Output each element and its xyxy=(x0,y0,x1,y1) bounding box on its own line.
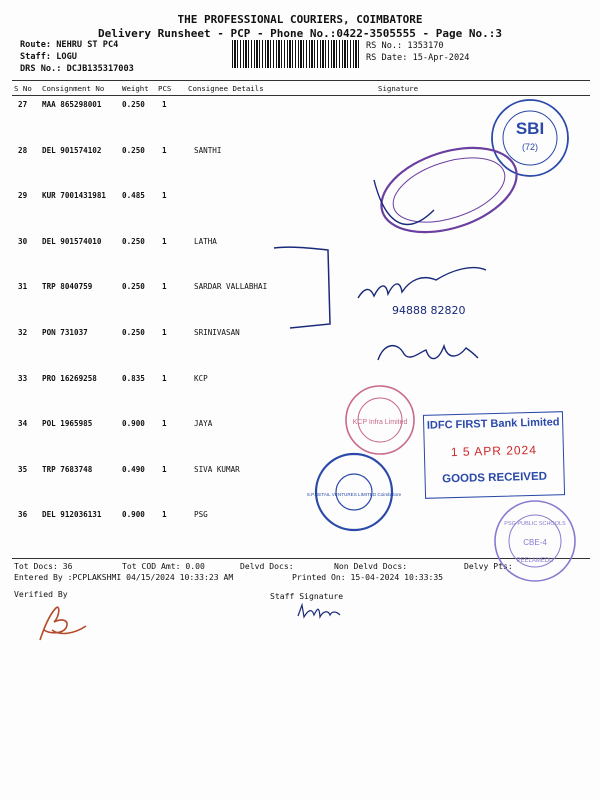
row-sno: 36 xyxy=(18,510,28,520)
header-rule-top xyxy=(12,80,590,81)
col-header-consignment: Consignment No xyxy=(42,84,105,93)
row-consignee-name: KCP xyxy=(194,373,208,383)
row-consignment-no: POL 1965985 xyxy=(42,419,93,429)
sp-retail-stamp xyxy=(306,450,402,534)
kcp-stamp xyxy=(340,380,420,460)
psg-stamp-code: CBE-4 xyxy=(523,538,547,547)
delivery-points: Delvy Pts: xyxy=(464,561,513,571)
row-sno: 34 xyxy=(18,419,28,429)
verified-by-label: Verified By xyxy=(14,589,68,599)
printed-on: Printed On: 15-04-2024 10:33:35 xyxy=(292,572,444,582)
row-consignment-no: DEL 901574010 xyxy=(42,236,102,246)
row-consignee-name: PSG xyxy=(194,510,208,520)
runsheet-subtitle: Delivery Runsheet - PCP - Phone No.:0422-3505555 - Page No.:3 xyxy=(98,27,502,40)
row-consignee-name: SRINIVASAN xyxy=(194,328,240,337)
row-sno: 29 xyxy=(18,191,28,201)
row-consignment-no: DEL 901574102 xyxy=(42,145,102,155)
verified-signature xyxy=(30,600,100,644)
row-sno: 35 xyxy=(18,464,28,474)
psg-stamp-text: PSG PUBLIC SCHOOLS xyxy=(504,521,566,527)
signature-row-30 xyxy=(270,240,340,330)
bank-stamp-date: 1 5 APR 2024 xyxy=(450,442,538,460)
staff-signature-label: Staff Signature xyxy=(270,591,344,601)
row-sno: 27 xyxy=(18,100,28,109)
signature-row-32 xyxy=(374,332,484,372)
row-weight: 0.835 xyxy=(122,373,145,383)
col-header-sno: S No xyxy=(14,84,32,93)
row-weight: 0.250 xyxy=(122,145,145,155)
row-consignment-no: MAA 865298001 xyxy=(42,100,102,109)
row-sno: 33 xyxy=(18,373,28,383)
table-row xyxy=(0,374,600,394)
col-header-signature: Signature xyxy=(378,84,419,93)
row-pcs: 1 xyxy=(162,282,167,292)
row-weight: 0.485 xyxy=(122,191,145,201)
row-consignment-no: PRO 16269258 xyxy=(42,373,97,383)
row-pcs: 1 xyxy=(162,145,167,155)
table-row xyxy=(0,328,600,348)
non-delivered-docs: Non Delvd Docs: xyxy=(334,561,408,571)
row-sno: 32 xyxy=(18,328,28,337)
bank-stamp xyxy=(423,411,565,499)
row-consignee-name: SIVA KUMAR xyxy=(194,464,240,474)
row-weight: 0.250 xyxy=(122,236,145,246)
row-pcs: 1 xyxy=(162,510,167,520)
row-sno: 28 xyxy=(18,145,28,155)
delivered-docs: Delvd Docs: xyxy=(240,561,294,571)
bank-stamp-goods: GOODS RECEIVED xyxy=(442,470,548,486)
row-sno: 31 xyxy=(18,282,28,292)
consignee-stamp-oval xyxy=(374,140,524,240)
sbi-logo-text: SBI xyxy=(515,119,545,138)
psg-school-stamp xyxy=(492,498,578,584)
total-docs: Tot Docs: 36 xyxy=(14,561,73,571)
row-weight: 0.900 xyxy=(122,510,145,520)
sp-retail-text: S.P.RETAIL VENTURES LIMITED Coimbatore xyxy=(306,492,402,497)
staff-signature xyxy=(296,602,346,622)
company-title: THE PROFESSIONAL COURIERS, COIMBATORE xyxy=(177,13,423,26)
row-consignee-name: LATHA xyxy=(194,236,217,246)
signature-row-31 xyxy=(352,258,502,318)
row-pcs: 1 xyxy=(162,191,167,201)
row-consignee-name: SARDAR VALLABHAI xyxy=(194,282,268,292)
row-pcs: 1 xyxy=(162,328,167,337)
row-weight: 0.490 xyxy=(122,464,145,474)
barcode xyxy=(232,40,360,68)
row-consignment-no: DEL 912036131 xyxy=(42,510,102,520)
bank-stamp-name: IDFC FIRST Bank Limited xyxy=(426,416,560,432)
entered-by: Entered By :PCPLAKSHMI 04/15/2024 10:33:23 AM xyxy=(14,572,234,582)
col-header-pcs: PCS xyxy=(158,84,172,93)
col-header-consignee: Consignee Details xyxy=(188,84,264,93)
row-consignment-no: TRP 8040759 xyxy=(42,282,93,292)
row-pcs: 1 xyxy=(162,100,167,109)
route-label: Route: NEHRU ST PC4 xyxy=(20,40,119,50)
psg-stamp-place: PEELAMEDU xyxy=(516,558,554,564)
row-pcs: 1 xyxy=(162,373,167,383)
row-consignee-name: JAYA xyxy=(194,419,213,429)
handwritten-phone: 94888 82820 xyxy=(392,304,466,317)
row-pcs: 1 xyxy=(162,464,167,474)
row-weight: 0.250 xyxy=(122,100,145,109)
row-weight: 0.250 xyxy=(122,328,145,337)
row-pcs: 1 xyxy=(162,419,167,429)
row-weight: 0.250 xyxy=(122,282,145,292)
row-pcs: 1 xyxy=(162,236,167,246)
row-consignment-no: PON 731037 xyxy=(42,328,88,337)
rs-date: RS Date: 15-Apr-2024 xyxy=(366,53,470,63)
total-cod-amount: Tot COD Amt: 0.00 xyxy=(122,561,205,571)
sbi-code: (72) xyxy=(521,142,539,152)
staff-label: Staff: LOGU xyxy=(20,52,77,62)
rs-number: RS No.: 1353170 xyxy=(366,41,444,51)
row-consignment-no: KUR 7001431981 xyxy=(42,191,107,201)
row-weight: 0.900 xyxy=(122,419,145,429)
kcp-stamp-text: KCP Infra Limited xyxy=(352,419,408,426)
row-sno: 30 xyxy=(18,236,28,246)
col-header-weight: Weight xyxy=(122,84,149,93)
drs-number: DRS No.: DCJB135317003 xyxy=(20,64,134,74)
row-consignee-name: SANTHI xyxy=(194,145,222,155)
row-consignment-no: TRP 7683748 xyxy=(42,464,93,474)
